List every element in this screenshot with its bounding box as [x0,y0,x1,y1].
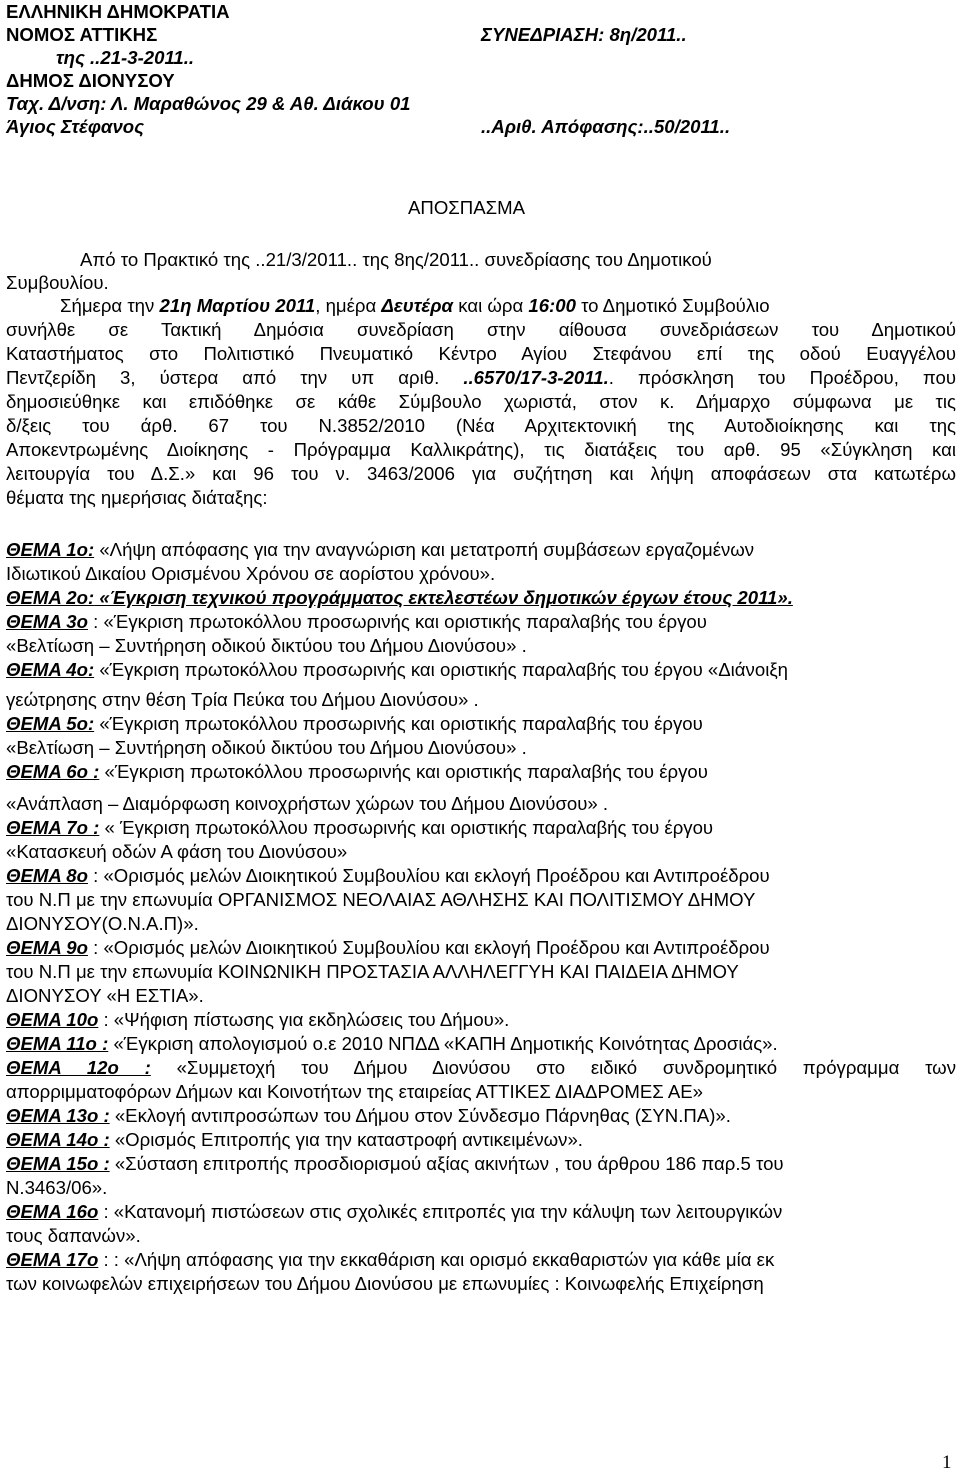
theme-15-line-1: ΘΕΜΑ 15ο : «Σύσταση επιτροπής προσδιορισμού αξίας ακινήτων , του άρθρου 186 παρ.5 του [6,1153,784,1174]
theme-7-line-1: ΘΕΜΑ 7ο : « Έγκριση πρωτοκόλλου προσωρινής και οριστικής παραλαβής του έργου [6,817,714,838]
header-prefecture: ΝΟΜΟΣ ΑΤΤΙΚΗΣ [6,24,158,45]
theme-1-line-1: ΘΕΜΑ 1ο: «Λήψη απόφασης για την αναγνώριση και μετατροπή συμβάσεων εργαζομένων [6,539,755,560]
theme-2-line-1: ΘΕΜΑ 2ο: «Έγκριση τεχνικού προγράμματος εκτελεστέων δημοτικών έργων έτους 2011». [6,587,793,608]
theme-4-line-1: ΘΕΜΑ 4ο: «Έγκριση πρωτοκόλλου προσωρινής και οριστικής παραλαβής του έργου «Διάνοιξη [6,659,788,680]
theme-11-line-1: ΘΕΜΑ 11ο : «Έγκριση απολογισμού ο.ε 2010 ΝΠΔΔ «ΚΑΠΗ Δημοτικής Κοινότητας Δροσιάς». [6,1033,778,1054]
header-decision-number: ..Αριθ. Απόφασης:..50/2011.. [481,116,731,137]
header-address: Ταχ. Δ/νση: Λ. Μαραθώνος 29 & Αθ. Διάκου 01 [6,93,411,114]
theme-6-line-2: «Ανάπλαση – Διαμόρφωση κοινοχρήστων χώρων του Δήμου Διονύσου» . [6,793,609,814]
theme-4-line-2: γεώτρησης στην θέση Τρία Πεύκα του Δήμου Διονύσου» . [6,689,479,710]
intro-line-1: Από το Πρακτικό της ..21/3/2011.. της 8ης/2011.. συνεδρίασης του Δημοτικού [80,249,712,270]
theme-7-line-2: «Κατασκευή οδών Α φάση του Διονύσου» [6,841,348,862]
body-line-2: συνήλθε σε Τακτική Δημόσια συνεδρίαση στην αίθουσα συνεδριάσεων του Δημοτικού [6,319,956,340]
body-line-3: Καταστήματος στο Πολιτιστικό Πνευματικό Κέντρο Αγίου Στεφάνου επί της οδού Ευαγγέλου [6,343,956,364]
theme-12-line-1: ΘΕΜΑ 12ο : «Συμμετοχή του Δήμου Διονύσου στο ειδικό συνδρομητικό πρόγραμμα των [6,1057,956,1078]
theme-17-line-2: των κοινωφελών επιχειρήσεων του Δήμου Διονύσου με επωνυμίες : Κοινωφελής Επιχείρηση [6,1273,764,1294]
theme-14-line-1: ΘΕΜΑ 14ο : «Ορισμός Επιτροπής για την καταστροφή αντικειμένων». [6,1129,583,1150]
theme-10-line-1: ΘΕΜΑ 10ο : «Ψήφιση πίστωσης για εκδηλώσεις του Δήμου». [6,1009,510,1030]
header-republic: ΕΛΛΗΝΙΚΗ ΔΗΜΟΚΡΑΤΙΑ [6,1,230,22]
theme-5-line-2: «Βελτίωση – Συντήρηση οδικού δικτύου του Δήμου Διονύσου» . [6,737,527,758]
theme-5-line-1: ΘΕΜΑ 5ο: «Έγκριση πρωτοκόλλου προσωρινής και οριστικής παραλαβής του έργου [6,713,703,734]
body-line-5: δημοσιεύθηκε και επιδόθηκε σε κάθε Σύμβουλο χωριστά, στον κ. Δήμαρχο σύμφωνα με τις [6,391,956,412]
theme-3-line-2: «Βελτίωση – Συντήρηση οδικού δικτύου του Δήμου Διονύσου» . [6,635,527,656]
theme-12-line-2: απορριμματοφόρων Δήμων και Κοινοτήτων της εταιρείας ΑΤΤΙΚΕΣ ΔΙΑΔΡΟΜΕΣ ΑΕ» [6,1081,703,1102]
theme-9-line-1: ΘΕΜΑ 9ο : «Ορισμός μελών Διοικητικού Συμβουλίου και εκλογή Προέδρου και Αντιπροέδρου [6,937,770,958]
body-line-8: λειτουργία του Δ.Σ.» και 96 του ν. 3463/2006 για συζήτηση και λήψη αποφάσεων στα κατωτέρω [6,463,956,484]
header-municipality: ΔΗΜΟΣ ΔΙΟΝΥΣΟΥ [6,70,175,91]
theme-9-line-3: ΔΙΟΝΥΣΟΥ «Η ΕΣΤΙΑ». [6,985,204,1006]
header-town: Άγιος Στέφανος [6,116,145,137]
body-line-4: Πεντζερίδη 3, ύστερα από την υπ αριθ. ..6570/17-3-2011.. πρόσκληση του Προέδρου, που [6,367,956,388]
intro-line-2: Συμβουλίου. [6,272,109,293]
theme-13-line-1: ΘΕΜΑ 13ο : «Εκλογή αντιπροσώπων του Δήμου στον Σύνδεσμο Πάρνηθας (ΣΥΝ.ΠΑ)». [6,1105,731,1126]
body-line-9: θέματα της ημερήσιας διάταξης: [6,487,268,508]
header-session: ΣΥΝΕΔΡΙΑΣΗ: 8η/2011.. [481,24,687,45]
theme-8-line-1: ΘΕΜΑ 8ο : «Ορισμός μελών Διοικητικού Συμβουλίου και εκλογή Προέδρου και Αντιπροέδρου [6,865,770,886]
theme-1-line-2: Ιδιωτικού Δικαίου Ορισμένου Χρόνου σε αορίστου χρόνου». [6,563,496,584]
document-title: ΑΠΟΣΠΑΣΜΑ [408,197,526,218]
page-number: 1 [942,1452,952,1473]
theme-3-line-1: ΘΕΜΑ 3ο : «Έγκριση πρωτοκόλλου προσωρινής και οριστικής παραλαβής του έργου [6,611,707,632]
header-date: της ..21-3-2011.. [56,47,195,68]
theme-16-line-2: τους δαπανών». [6,1225,141,1246]
theme-17-line-1: ΘΕΜΑ 17ο : : «Λήψη απόφασης για την εκκαθάριση και ορισμό εκκαθαριστών για κάθε μία εκ [6,1249,775,1270]
theme-6-line-1: ΘΕΜΑ 6ο : «Έγκριση πρωτοκόλλου προσωρινής και οριστικής παραλαβής του έργου [6,761,708,782]
body-line-6: δ/ξεις του άρθ. 67 του Ν.3852/2010 (Νέα Αρχιτεκτονική της Αυτοδιοίκησης και της [6,415,956,436]
theme-16-line-1: ΘΕΜΑ 16ο : «Κατανομή πιστώσεων στις σχολικές επιτροπές για την κάλυψη των λειτουργικών [6,1201,783,1222]
body-line-7: Αποκεντρωμένης Διοίκησης - Πρόγραμμα Καλλικράτης), τις διατάξεις του αρθ. 95 «Σύγκληση και [6,439,956,460]
theme-9-line-2: του Ν.Π με την επωνυμία ΚΟΙΝΩΝΙΚΗ ΠΡΟΣΤΑΣΙΑ ΑΛΛΗΛΕΓΓΥΗ ΚΑΙ ΠΑΙΔΕΙΑ ΔΗΜΟΥ [6,961,739,982]
theme-15-line-2: Ν.3463/06». [6,1177,108,1198]
body-line-1: Σήμερα την 21η Μαρτίου 2011, ημέρα Δευτέρα και ώρα 16:00 το Δημοτικό Συμβούλιο [60,295,770,316]
theme-8-line-2: του Ν.Π με την επωνυμία ΟΡΓΑΝΙΣΜΟΣ ΝΕΟΛΑΙΑΣ ΑΘΛΗΣΗΣ ΚΑΙ ΠΟΛΙΤΙΣΜΟΥ ΔΗΜΟΥ [6,889,756,910]
theme-8-line-3: ΔΙΟΝΥΣΟΥ(Ο.Ν.Α.Π)». [6,913,199,934]
